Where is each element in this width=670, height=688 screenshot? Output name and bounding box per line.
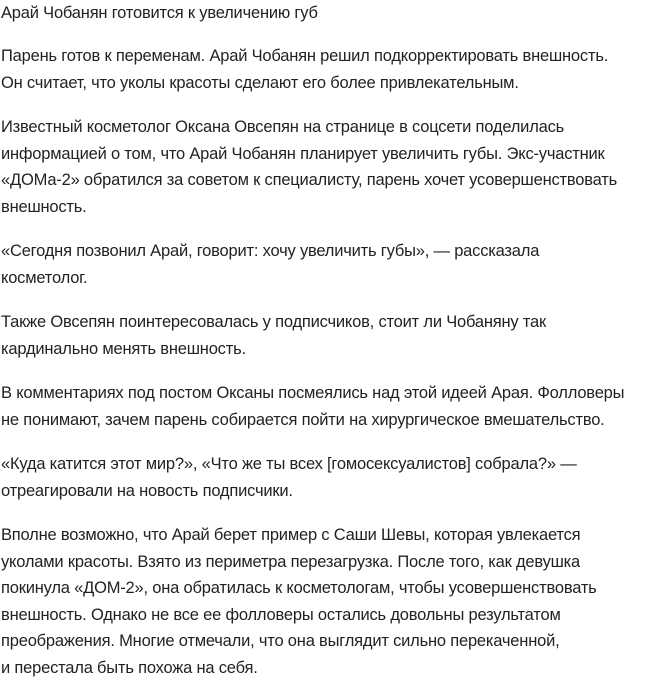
article-paragraph [1,522,670,681]
article-title: Арай Чобанян готовится к увеличению губ [1,4,318,22]
article-paragraph [1,451,670,504]
paragraph-line: Известный косметолог Оксана Овсепян на странице в соцсети поделилась [1,118,565,136]
paragraph-line: покинула «ДОМ-2», она обратилась к косметологам, чтобы усовершенствовать [1,579,597,597]
paragraph-line: В комментариях под постом Оксаны посмеялись над этой идеей Арая. Фолловеры [1,384,625,402]
paragraph-line: Также Овсепян поинтересовалась у подписчиков, стоит ли Чобаняну так [1,313,547,331]
paragraph-line: Парень готов к переменам. Арай Чобанян решил подкорректировать внешность. [1,47,609,65]
paragraph-line: отреагировали на новость подписчики. [1,481,293,500]
paragraph-line: «ДОМа-2» обратился за советом к специалисту, парень хочет усовершенствовать [1,171,617,189]
paragraph-line: и перестала быть похожа на себя. [1,658,258,677]
article-body [1,43,670,681]
article-paragraph [1,114,670,220]
article-paragraph [1,380,670,433]
paragraph-line: кардинально менять внешность. [1,339,246,358]
paragraph-line: Он считает, что уколы красоты сделают его более привлекательным. [1,73,519,92]
paragraph-line: не понимают, зачем парень собирается пойти на хирургическое вмешательство. [1,410,605,429]
paragraph-line: косметолог. [1,268,88,287]
article-paragraph [1,43,670,96]
paragraph-line: «Сегодня позвонил Арай, говорит: хочу увеличить губы», — рассказала [1,242,540,260]
paragraph-line: преображения. Многие отмечали, что она выглядит сильно перекаченной, [1,632,560,650]
paragraph-line: уколами красоты. Взято из периметра перезагрузка. После того, как девушка [1,552,581,571]
paragraph-line: информацией о том, что Арай Чобанян планирует увеличить губы. Экс-участник [1,144,605,163]
paragraph-line: внешность. Однако не все ее фолловеры остались довольны результатом [1,605,561,624]
paragraph-line: «Куда катится этот мир?», «Что же ты всех [гомосексуалистов] собрала?» — [1,455,577,473]
article-paragraph [1,309,670,362]
article-paragraph [1,238,670,291]
paragraph-line: Вполне возможно, что Арай берет пример с Саши Шевы, которая увлекается [1,526,581,544]
paragraph-line: внешность. [1,197,87,216]
